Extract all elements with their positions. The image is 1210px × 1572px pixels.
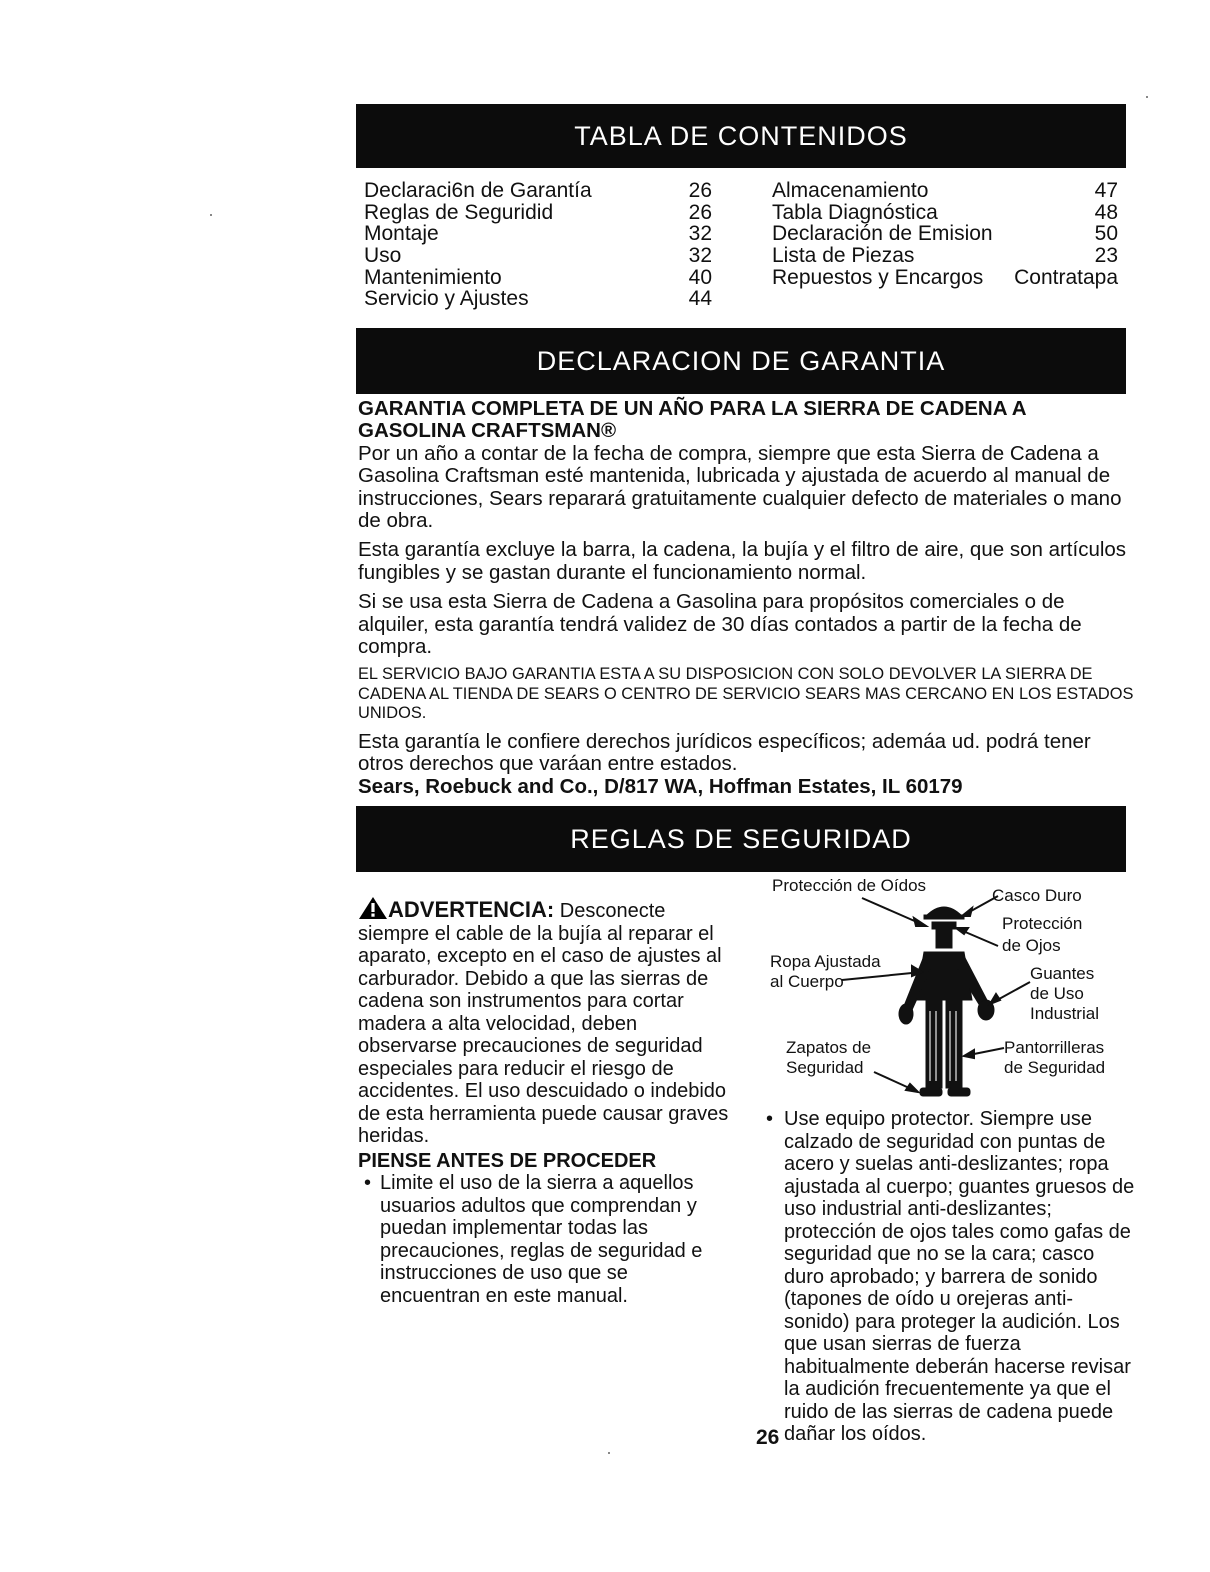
label-gloves-1: Guantes (1030, 964, 1095, 983)
warranty-paragraph: Si se usa esta Sierra de Cadena a Gasolina para propósitos comerciales o de alquiler, esta garantía tendrá validez de 30 días contados a partir de la fecha de compra. (358, 590, 1082, 659)
toc-page: 47 (1094, 179, 1118, 202)
toc-entry (772, 267, 1118, 289)
toc-label: Mantenimiento (364, 265, 502, 289)
warning-text: Desconecte siempre el cable de la bujía al reparar el aparato, excepto en el caso de ajustes al carburador. Debido a que las sierras de cadena son instrumentos para cortar madera a alta velocidad, deben observarse precauciones de seguridad especiales para reducir el riesgo de accidentes. El uso descuidado o indebido de esta herramienta puede causar graves heridas. (358, 900, 729, 1147)
toc-page: 32 (688, 222, 712, 246)
protective-gear-figure (766, 876, 1136, 1104)
toc-header: TABLA DE CONTENIDOS (356, 104, 1126, 168)
think-heading: PIENSE ANTES DE PROCEDER (358, 1149, 657, 1172)
safety-right-column (766, 1108, 1138, 1446)
toc-label: Repuestos y Encargos (772, 265, 984, 289)
toc-entry (364, 180, 712, 202)
label-eye-protection-1: Protección (1002, 914, 1083, 933)
warranty-paragraph: Por un año a contar de la fecha de compra, siempre que esta Sierra de Cadena a Gasolina Craftsman esté mantenida, lubricada y ajustada de acuerdo al manual de instrucciones, Sears reparará gratuitamente cualquier defecto de materiales o mano de obra. (358, 441, 1122, 533)
label-gloves-2: de Uso (1030, 984, 1084, 1003)
warranty-heading: GARANTIA COMPLETA DE UN AÑO PARA LA SIERRA DE CADENA A GASOLINA CRAFTSMAN® (358, 397, 1026, 443)
safety-left-column (358, 896, 730, 1307)
warranty-section (358, 398, 1138, 805)
label-gloves-3: Industrial (1030, 1004, 1099, 1023)
worker-figure (899, 907, 994, 1096)
toc-entry (364, 245, 712, 267)
warning-label: ADVERTENCIA: (388, 897, 555, 922)
label-eye-protection-2: de Ojos (1002, 936, 1061, 955)
warranty-paragraph: Esta garantía excluye la barra, la cadena, la bujía y el filtro de aire, que son artículos fungibles y se gastan durante el funcionamiento normal. (358, 538, 1127, 584)
toc-entry (772, 180, 1118, 202)
label-clothing-2: al Cuerpo (770, 972, 844, 991)
toc-label: Almacenamiento (772, 179, 929, 202)
warning-triangle-icon (358, 896, 388, 920)
safety-header: REGLAS DE SEGURIDAD (356, 806, 1126, 872)
toc-label: Tabla Diagnóstica (772, 200, 938, 224)
warning-paragraph (358, 896, 730, 1148)
toc-entry (772, 223, 1118, 245)
toc-left-column (364, 180, 712, 310)
label-ear-protection: Protección de Oídos (772, 876, 927, 895)
toc-right-column (772, 180, 1118, 288)
protected-worker-illustration (766, 876, 1136, 1104)
bullet-text: Limite el uso de la sierra a aquellos usuarios adultos que comprendan y puedan implementar todas las precauciones, reglas de seguridad e instrucciones de uso que se encuentran en este manual. (380, 1172, 703, 1307)
toc-entry (772, 202, 1118, 224)
label-clothing-1: Ropa Ajustada (770, 952, 881, 971)
toc-page: 32 (688, 244, 712, 268)
bullet-dot-icon: • (766, 1108, 774, 1130)
toc-entry (364, 288, 712, 310)
scan-speck (210, 214, 212, 216)
toc-label: Montaje (364, 222, 439, 246)
label-shoes-2: Seguridad (786, 1058, 864, 1077)
toc-label: Reglas de Seguridid (364, 200, 554, 224)
toc-label: Declaración de Emision (772, 222, 993, 246)
bullet-item (766, 1108, 1138, 1446)
toc-entry (364, 267, 712, 289)
scan-speck (1146, 96, 1148, 98)
warranty-header: DECLARACION DE GARANTIA (356, 328, 1126, 394)
toc-label: Declaraci6n de Garantía (364, 179, 592, 202)
toc-page: 26 (688, 200, 712, 224)
scan-speck (608, 1452, 610, 1454)
toc-page: 48 (1094, 200, 1118, 224)
bullet-item (358, 1172, 730, 1307)
toc-label: Lista de Piezas (772, 244, 915, 268)
warranty-address: Sears, Roebuck and Co., D/817 WA, Hoffman Estates, IL 60179 (358, 774, 963, 798)
toc-page: 26 (688, 179, 712, 202)
toc-page: 23 (1094, 244, 1118, 268)
toc-page: Contratapa (1014, 265, 1118, 289)
toc-page: 40 (688, 265, 712, 289)
toc-entry (364, 202, 712, 224)
toc-label: Servicio y Ajustes (364, 287, 529, 311)
page-number: 26 (756, 1426, 780, 1449)
warranty-paragraph: Esta garantía le confiere derechos jurídicos específicos; ademáa ud. podrá tener otros derechos que varáan entre estados. (358, 729, 1091, 776)
warranty-service-notice: EL SERVICIO BAJO GARANTIA ESTA A SU DISPOSICION CON SOLO DEVOLVER LA SIERRA DE CADENA AL TIENDA DE SEARS O CENTRO DE SERVICIO SEARS MAS CERCANO EN LOS ESTADOS UNIDOS. (358, 665, 1134, 723)
toc-label: Uso (364, 244, 402, 268)
toc-page: 44 (688, 287, 712, 311)
label-hard-hat: Casco Duro (992, 886, 1082, 905)
label-chaps-1: Pantorrilleras (1004, 1038, 1105, 1057)
toc-entry (364, 223, 712, 245)
toc-page: 50 (1094, 222, 1118, 246)
bullet-dot-icon: • (364, 1172, 372, 1194)
label-chaps-2: de Seguridad (1004, 1058, 1106, 1077)
bullet-text: Use equipo protector. Siempre use calzado de seguridad con puntas de acero y suelas anti-deslizantes; ropa ajustada al cuerpo; guantes gruesos de uso industrial anti-deslizantes; protección de ojos tales como gafas de seguridad que no se la cara; casco duro aprobado; y barrera de sonido (tapones de oído u orejeras anti-sonido) para proteger la audición. Los que usan sierras de fuerza habitualmente deberán hacerse revisar la audición frecuentemente ya que el ruido de las sierras de cadena puede dañar los oídos. (784, 1108, 1135, 1445)
label-shoes-1: Zapatos de (786, 1038, 872, 1057)
toc-entry (772, 245, 1118, 267)
